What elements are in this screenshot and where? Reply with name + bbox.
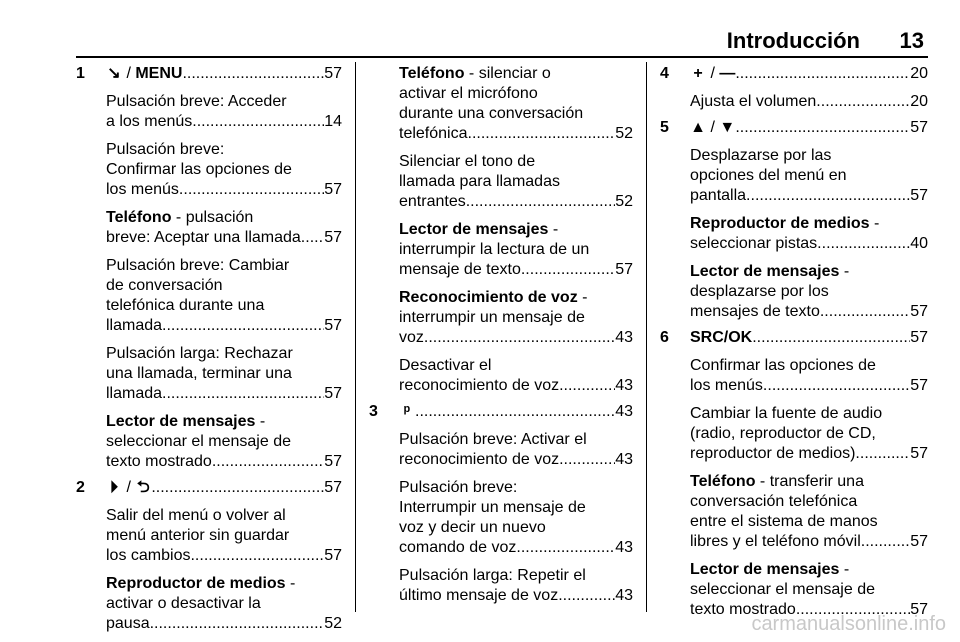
- control-item: [660, 64, 928, 112]
- page-ref: 57: [910, 445, 928, 462]
- dot-leader: [816, 92, 910, 112]
- entry-text: durante una conversación: [399, 105, 584, 122]
- entry-text: breve: Aceptar una llamada: [106, 229, 301, 246]
- page-ref: 43: [615, 377, 633, 394]
- entry-text: -: [255, 413, 266, 430]
- toc-entry: [399, 356, 633, 396]
- toc-entry: [106, 208, 342, 248]
- page-ref: 43: [615, 587, 633, 604]
- toc-line: [690, 186, 928, 206]
- entry-text: Desactivar el: [399, 357, 492, 374]
- entry-heading: [106, 574, 342, 594]
- header-rule: [76, 56, 928, 58]
- toc-line: [106, 478, 342, 498]
- entry-keyword: Lector de mensajes: [399, 221, 549, 238]
- toc-entry: [399, 288, 633, 348]
- toc-line: [690, 92, 928, 112]
- entry-text: Confirmar las opciones de: [690, 357, 876, 374]
- dot-leader: [817, 234, 910, 254]
- entry-heading: [106, 412, 342, 432]
- page-ref: 57: [324, 385, 342, 402]
- entry-text: reconocimiento de voz: [399, 377, 560, 394]
- toc-line: [106, 228, 342, 248]
- toc-entry: [399, 220, 633, 280]
- toc-line: [106, 614, 342, 634]
- page-number: 13: [899, 28, 924, 53]
- dot-leader: [516, 538, 615, 558]
- control-label: SRC/OK: [690, 329, 753, 346]
- page-ref: 57: [324, 479, 342, 496]
- entry-text: -: [869, 215, 880, 232]
- toc-entry: [690, 146, 928, 206]
- entry-keyword: Teléfono: [106, 209, 172, 226]
- toc-line: [690, 118, 928, 138]
- page-ref: 57: [324, 453, 342, 470]
- page-ref: 57: [910, 303, 928, 320]
- control-item: [369, 402, 633, 606]
- page-ref: 40: [910, 235, 928, 252]
- entry-text: a los menús: [106, 113, 193, 130]
- dot-leader: [763, 376, 910, 396]
- entry-text: desplazarse por los: [690, 283, 829, 300]
- dot-leader: [415, 402, 615, 422]
- entry-text: seleccionar el mensaje de: [106, 433, 291, 450]
- entry-text: llamada: [106, 385, 163, 402]
- toc-entry: [399, 152, 633, 212]
- entry-text: mensajes de texto: [690, 303, 820, 320]
- toc-entry: [690, 472, 928, 552]
- toc-line: [106, 452, 342, 472]
- entry-keyword: Lector de mensajes: [690, 561, 840, 578]
- separator: /: [122, 65, 136, 82]
- column-1: [76, 64, 342, 634]
- toc-line: [690, 302, 928, 322]
- control-label: MENU: [135, 65, 183, 82]
- dot-leader: [466, 192, 615, 212]
- dot-leader: [752, 328, 910, 348]
- toc-entry: [690, 262, 928, 322]
- entry-text: una llamada, terminar una: [106, 365, 292, 382]
- toc-line: [399, 586, 633, 606]
- page-ref: 52: [615, 125, 633, 142]
- toc-line: [106, 384, 342, 404]
- toc-line: [690, 376, 928, 396]
- entry-keyword: Reproductor de medios: [690, 215, 870, 232]
- entry-text: texto mostrado: [690, 601, 796, 618]
- control-item: [660, 328, 928, 620]
- entry-text: llamada: [106, 317, 163, 334]
- dot-leader: [182, 64, 324, 84]
- control-item: [76, 64, 342, 472]
- dot-leader: [468, 124, 616, 144]
- entry-text: conversación telefónica: [690, 493, 858, 510]
- page-ref: 57: [324, 181, 342, 198]
- entry-text: los cambios: [106, 547, 191, 564]
- entry-keyword: Teléfono: [399, 65, 465, 82]
- entry-heading: [399, 64, 633, 84]
- dot-leader: [301, 228, 324, 248]
- page-ref: 57: [324, 229, 342, 246]
- entry-text: Desplazarse por las: [690, 147, 832, 164]
- toc-entry: [106, 412, 342, 472]
- toc-line: [690, 328, 928, 348]
- dot-leader: [820, 302, 910, 322]
- entry-text: Confirmar las opciones de: [106, 161, 292, 178]
- entry-text: mensaje de texto: [399, 261, 521, 278]
- toc-entry: [106, 344, 342, 404]
- page-ref: 43: [615, 403, 633, 420]
- entry-text: telefónica durante una: [106, 297, 265, 314]
- toc-entry: [399, 478, 633, 558]
- down-triangle-icon: ▼: [719, 119, 736, 136]
- separator: /: [122, 479, 136, 496]
- page-ref: 57: [910, 187, 928, 204]
- entry-text: Pulsación breve: Cambiar: [106, 257, 290, 274]
- toc-entry: [106, 574, 342, 634]
- page-ref: 43: [615, 451, 633, 468]
- toc-entry: [106, 140, 342, 200]
- page-header: [0, 28, 960, 58]
- toc-entry: [690, 92, 928, 112]
- up-triangle-icon: ▲: [690, 119, 706, 136]
- entry-text: llamada para llamadas: [399, 173, 560, 190]
- entry-text: activar el micrófono: [399, 85, 538, 102]
- entry-text: [690, 328, 752, 348]
- toc-entry: [106, 92, 342, 132]
- entry-heading: [399, 288, 633, 308]
- page-title: Introducción: [726, 28, 860, 53]
- toc-entry: [690, 214, 928, 254]
- column-3: [660, 64, 928, 620]
- entry-text: comando de voz: [399, 539, 517, 556]
- entry-text: pantalla: [690, 187, 747, 204]
- dot-leader: [150, 614, 325, 634]
- dot-leader: [212, 452, 324, 472]
- entry-text: libres y el teléfono móvil: [690, 533, 861, 550]
- page-ref: 57: [910, 601, 928, 618]
- toc-line: [690, 64, 928, 84]
- page-ref: 57: [910, 119, 928, 136]
- hook-arrow-icon: ↘: [107, 65, 121, 82]
- entry-heading: [399, 220, 633, 240]
- toc-line: [399, 328, 633, 348]
- toc-line: [399, 192, 633, 212]
- back-arrow-icon: ⮌: [136, 479, 150, 496]
- toc-entry: [690, 560, 928, 620]
- entry-text: interrumpir la lectura de un: [399, 241, 590, 258]
- entry-text: -: [839, 263, 850, 280]
- page-ref: 52: [324, 615, 342, 632]
- entry-text: Interrumpir un mensaje de: [399, 499, 586, 516]
- page-ref: 20: [910, 93, 928, 110]
- toc-line: [399, 450, 633, 470]
- dot-leader: [559, 450, 615, 470]
- page-ref: 57: [910, 533, 928, 550]
- item-number: 2: [76, 479, 85, 496]
- toc-entry: [399, 566, 633, 606]
- toc-line: [399, 124, 633, 144]
- dot-leader: [190, 546, 324, 566]
- entry-text: [690, 64, 735, 84]
- play-pause-icon: ⏵: [109, 479, 118, 496]
- entry-text: Salir del menú o volver al: [106, 507, 286, 524]
- dot-leader: [746, 186, 910, 206]
- dot-leader: [855, 444, 910, 464]
- voice-icon: ᵖ: [403, 403, 411, 420]
- entry-text: de conversación: [106, 277, 223, 294]
- dot-leader: [424, 328, 615, 348]
- dot-leader: [521, 260, 615, 280]
- entry-keyword: Lector de mensajes: [690, 263, 840, 280]
- page-ref: 57: [910, 377, 928, 394]
- item-number: 3: [369, 403, 378, 420]
- page-ref: 57: [615, 261, 633, 278]
- entry-text: [106, 478, 151, 498]
- entry-text: entrantes: [399, 193, 466, 210]
- column-divider: [355, 62, 356, 612]
- toc-line: [690, 234, 928, 254]
- entry-text: Pulsación larga: Rechazar: [106, 345, 293, 362]
- entry-text: [399, 402, 415, 422]
- toc-line: [399, 376, 633, 396]
- dot-leader: [162, 384, 324, 404]
- entry-heading: [690, 472, 928, 492]
- entry-heading: [690, 262, 928, 282]
- item-number: 5: [660, 119, 669, 136]
- entry-text: Silenciar el tono de: [399, 153, 536, 170]
- separator: /: [706, 119, 720, 136]
- entry-text: último mensaje de voz: [399, 587, 559, 604]
- entry-text: opciones del menú en: [690, 167, 847, 184]
- entry-text: (radio, reproductor de CD,: [690, 425, 876, 442]
- toc-line: [106, 64, 342, 84]
- entry-text: - silenciar o: [464, 65, 551, 82]
- entry-text: - pulsación: [171, 209, 254, 226]
- page-ref: 43: [615, 539, 633, 556]
- toc-line: [690, 532, 928, 552]
- control-item: [660, 118, 928, 322]
- toc-line: [106, 316, 342, 336]
- entry-text: Pulsación larga: Repetir el: [399, 567, 586, 584]
- page-ref: 20: [910, 65, 928, 82]
- entry-heading: [690, 214, 928, 234]
- entry-text: -: [285, 575, 296, 592]
- entry-text: los menús: [690, 377, 763, 394]
- item-number: 6: [660, 329, 669, 346]
- entry-text: activar o desactivar la: [106, 595, 261, 612]
- toc-entry: [690, 356, 928, 396]
- toc-line: [106, 112, 342, 132]
- page-ref: 52: [615, 193, 633, 210]
- entry-keyword: Reproductor de medios: [106, 575, 286, 592]
- entry-keyword: Teléfono: [690, 473, 756, 490]
- toc-line: [399, 402, 633, 422]
- dot-leader: [559, 376, 615, 396]
- entry-text: Pulsación breve:: [399, 479, 518, 496]
- toc-line: [106, 546, 342, 566]
- entry-text: pausa: [106, 615, 150, 632]
- page-ref: 57: [910, 329, 928, 346]
- entry-keyword: Lector de mensajes: [106, 413, 256, 430]
- dot-leader: [179, 180, 324, 200]
- entry-text: Ajusta el volumen: [690, 93, 817, 110]
- page-ref: 57: [324, 317, 342, 334]
- minus-icon: —: [719, 65, 736, 82]
- toc-entry: [399, 430, 633, 470]
- dot-leader: [151, 478, 324, 498]
- entry-text: Pulsación breve:: [106, 141, 225, 158]
- dot-leader: [162, 316, 324, 336]
- dot-leader: [735, 64, 910, 84]
- toc-entry: [399, 64, 633, 144]
- entry-text: texto mostrado: [106, 453, 212, 470]
- toc-line: [399, 260, 633, 280]
- toc-line: [690, 444, 928, 464]
- entry-text: entre el sistema de manos: [690, 513, 878, 530]
- entry-text: -: [548, 221, 559, 238]
- toc-line: [106, 180, 342, 200]
- page-ref: 57: [324, 65, 342, 82]
- entry-text: reconocimiento de voz: [399, 451, 560, 468]
- entry-text: [106, 64, 182, 84]
- entry-text: Pulsación breve: Activar el: [399, 431, 587, 448]
- control-item-continued: [369, 64, 633, 396]
- entry-keyword: Reconocimiento de voz: [399, 289, 578, 306]
- entry-text: [690, 118, 735, 138]
- entry-text: reproductor de medios): [690, 445, 856, 462]
- column-2: [369, 64, 633, 606]
- entry-text: los menús: [106, 181, 179, 198]
- entry-text: voz y decir un nuevo: [399, 519, 546, 536]
- entry-text: seleccionar pistas: [690, 235, 818, 252]
- dot-leader: [558, 586, 615, 606]
- entry-text: voz: [399, 329, 424, 346]
- page-ref: 14: [324, 113, 342, 130]
- toc-entry: [106, 256, 342, 336]
- entry-text: seleccionar el mensaje de: [690, 581, 875, 598]
- separator: /: [706, 65, 720, 82]
- control-item: [76, 478, 342, 634]
- dot-leader: [192, 112, 324, 132]
- entry-text: Pulsación breve: Acceder: [106, 93, 287, 110]
- item-number: 4: [660, 65, 669, 82]
- watermark: carmanualsonline.info: [751, 613, 946, 635]
- entry-text: -: [577, 289, 588, 306]
- page-ref: 57: [324, 547, 342, 564]
- entry-text: menú anterior sin guardar: [106, 527, 290, 544]
- entry-text: -: [839, 561, 850, 578]
- page-ref: 43: [615, 329, 633, 346]
- item-number: 1: [76, 65, 85, 82]
- dot-leader: [735, 118, 910, 138]
- toc-entry: [690, 404, 928, 464]
- dot-leader: [861, 532, 910, 552]
- entry-heading: [106, 208, 342, 228]
- entry-heading: [690, 560, 928, 580]
- entry-text: interrumpir un mensaje de: [399, 309, 585, 326]
- entry-text: Cambiar la fuente de audio: [690, 405, 883, 422]
- entry-text: telefónica: [399, 125, 468, 142]
- toc-entry: [106, 506, 342, 566]
- column-divider: [646, 62, 647, 612]
- plus-icon: +: [693, 65, 703, 82]
- entry-text: - transferir una: [755, 473, 864, 490]
- toc-line: [399, 538, 633, 558]
